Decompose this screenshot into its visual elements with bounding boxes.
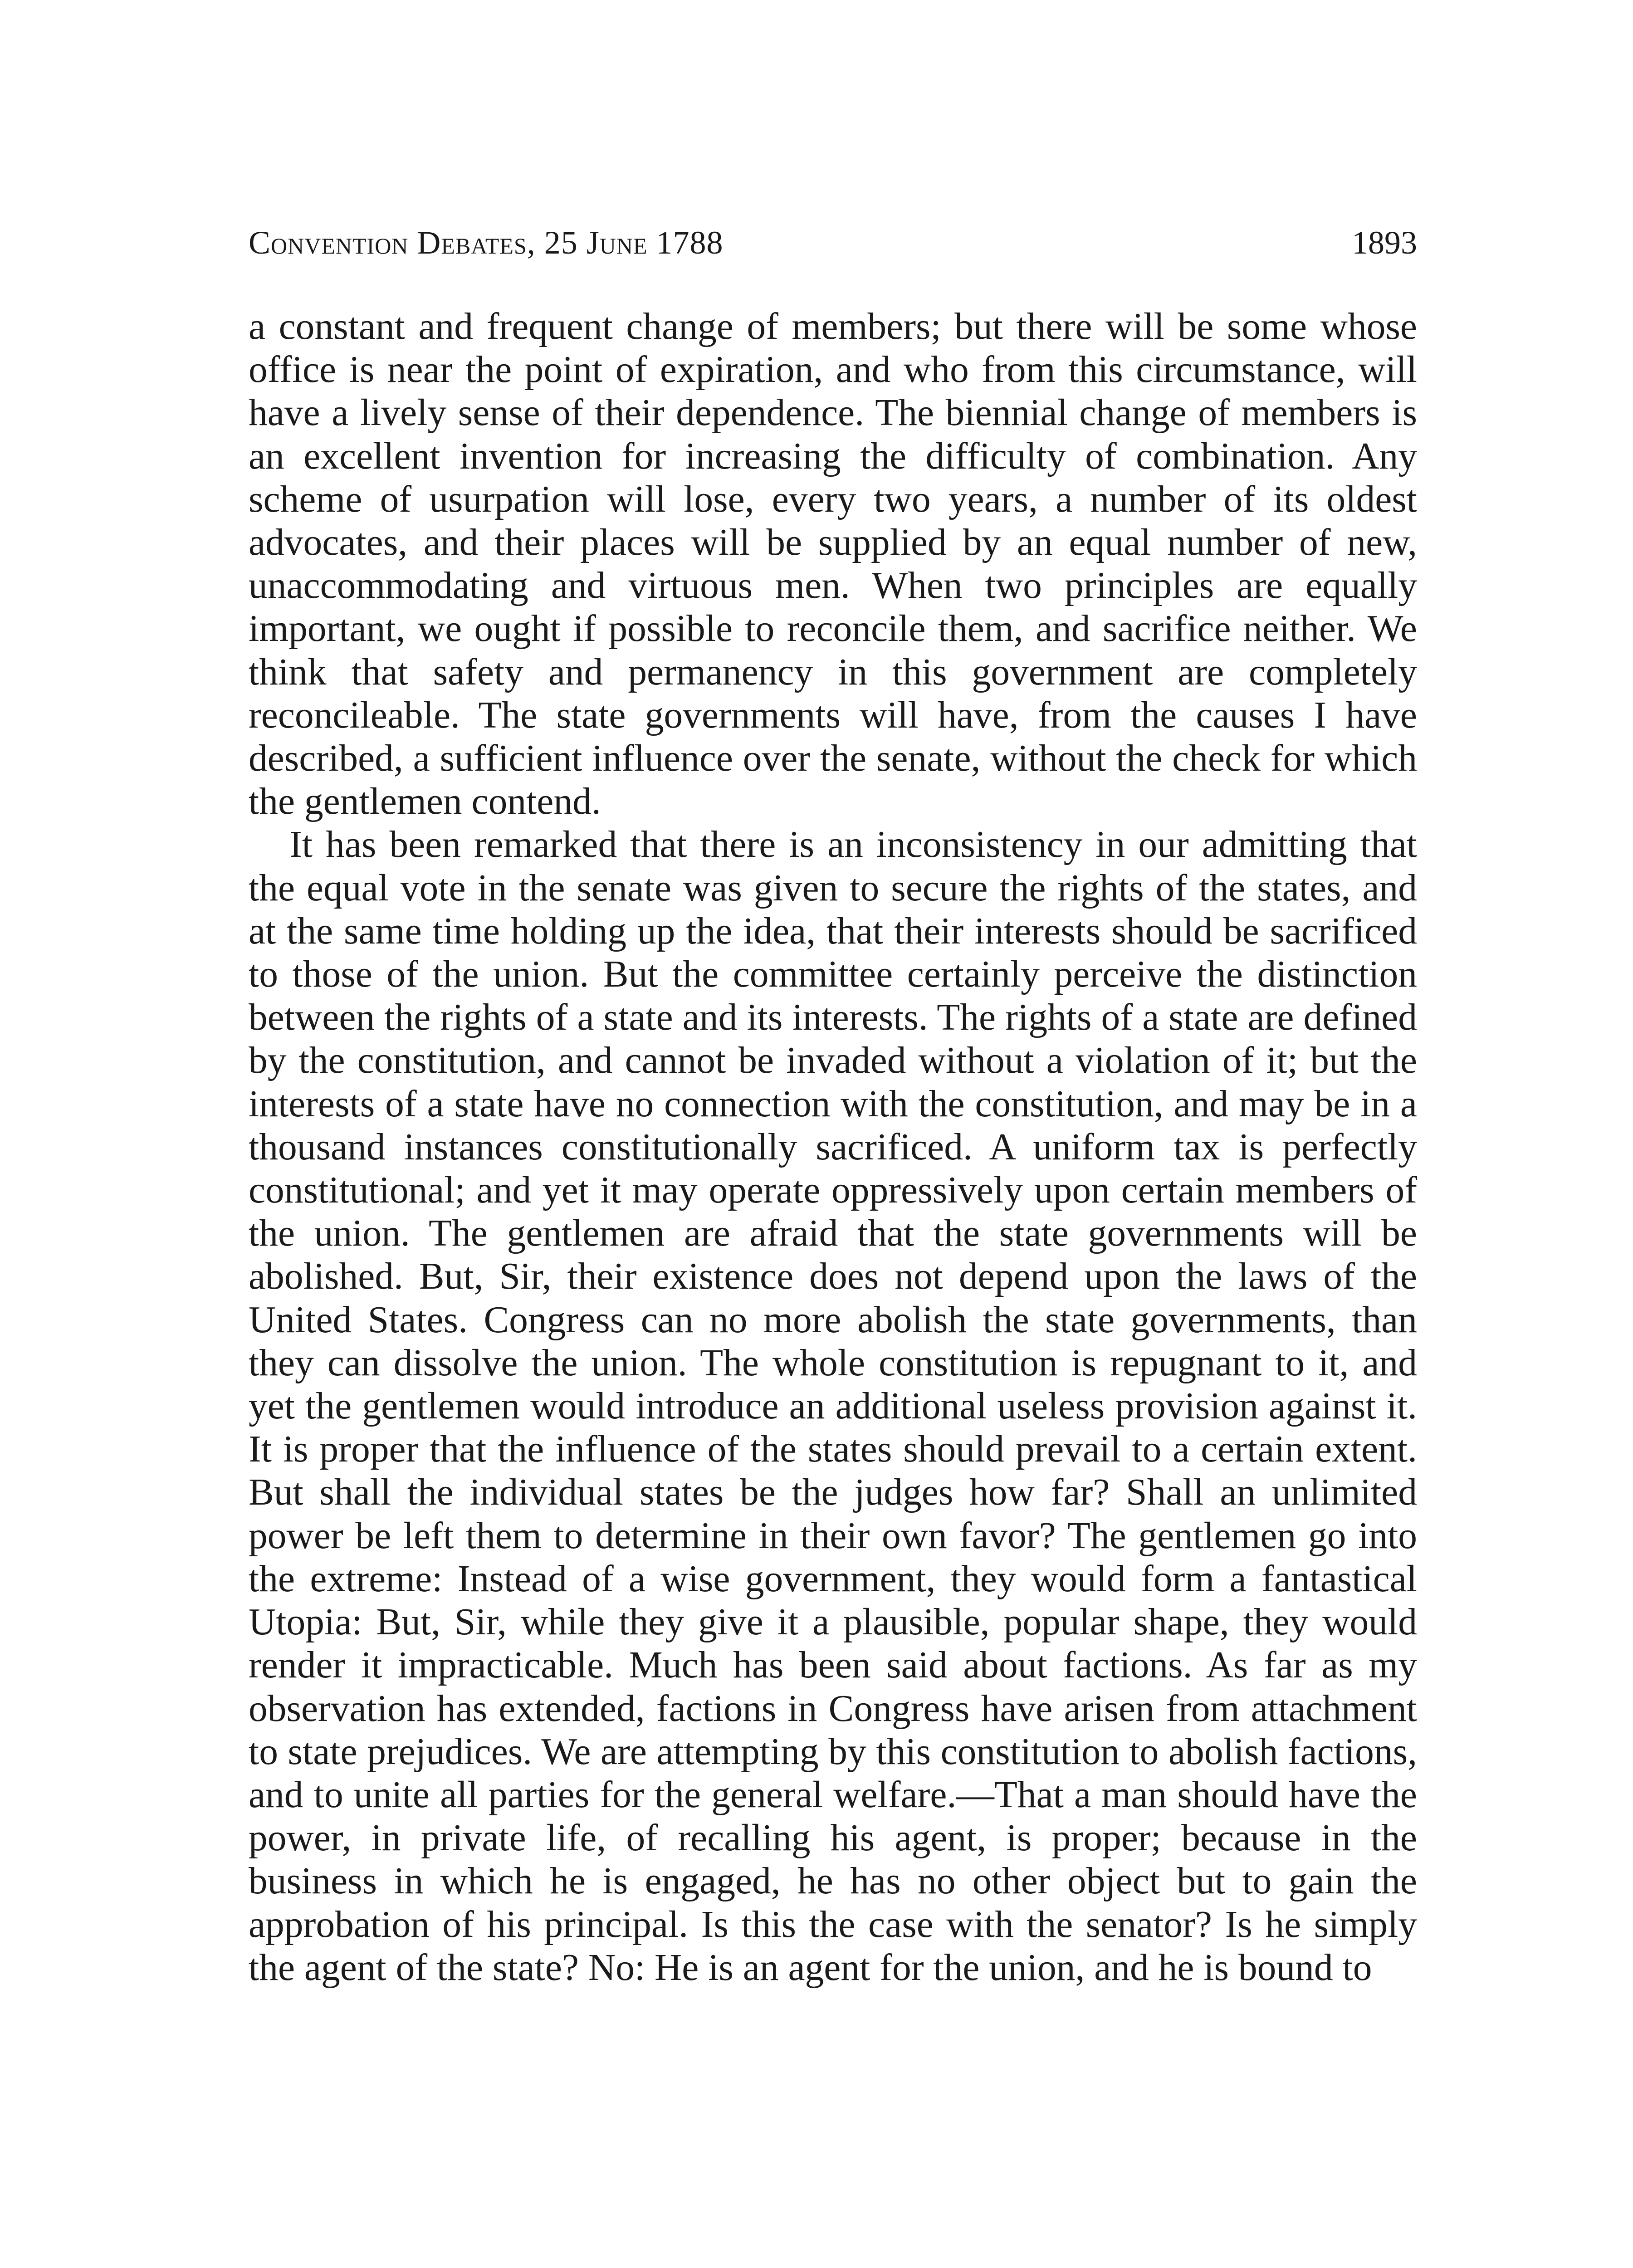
page-number: 1893 bbox=[1352, 225, 1417, 261]
paragraph: It has been remarked that there is an inconsistency in our admitting that the equal vote in the senate was given to secure the rights of the states, and at the same time holding up the idea, that their interests should be sacrificed to those of the union. But the committee certainly perceive the distinction between the rights of a state and its interests. The rights of a state are defined by the constitution, and cannot be invaded without a violation of it; but the interests of a state have no connection with the constitution, and may be in a thousand instances constitutionally sacrificed. A uniform tax is perfectly constitutional; and yet it may operate oppressively upon certain members of the union. The gentlemen are afraid that the state governments will be abolished. But, Sir, their existence does not depend upon the laws of the United States. Congress can no more abolish the state governments, than they can dissolve the union. The whole constitution is repugnant to it, and yet the gentlemen would introduce an additional useless provision against it. It is proper that the influence of the states should prevail to a certain extent. But shall the individual states be the judges how far? Shall an unlimited power be left them to determine in their own favor? The gentlemen go into the extreme: Instead of a wise government, they would form a fantastical Utopia: But, Sir, while they give it a plausible, popular shape, they would render it impracticable. Much has been said about factions. As far as my observation has extended, factions in Congress have arisen from attachment to state prejudices. We are attempting by this constitution to abolish factions, and to unite all parties for the general welfare.—That a man should have the power, in private life, of recalling his agent, is proper; because in the business in which he is engaged, he has no other object but to gain the approbation of his principal. Is this the case with the senator? Is he simply the agent of the state? No: He is an agent for the union, and he is bound to bbox=[249, 824, 1417, 1989]
running-head bbox=[249, 218, 1417, 268]
body-text bbox=[249, 305, 1417, 1989]
paragraph: a constant and frequent change of members; but there will be some whose office is near the point of expiration, and who from this circumstance, will have a lively sense of their dependence. The biennial change of members is an excellent invention for increasing the difficulty of combination. Any scheme of usurpation will lose, every two years, a number of its oldest advocates, and their places will be supplied by an equal number of new, unaccommodating and virtuous men. When two principles are equally important, we ought if possible to reconcile them, and sacrifice neither. We think that safety and permanency in this government are completely reconcileable. The state governments will have, from the causes I have described, a sufficient influence over the senate, without the check for which the gentlemen contend. bbox=[249, 306, 1417, 823]
running-title: Convention Debates, 25 June 1788 bbox=[249, 225, 724, 261]
